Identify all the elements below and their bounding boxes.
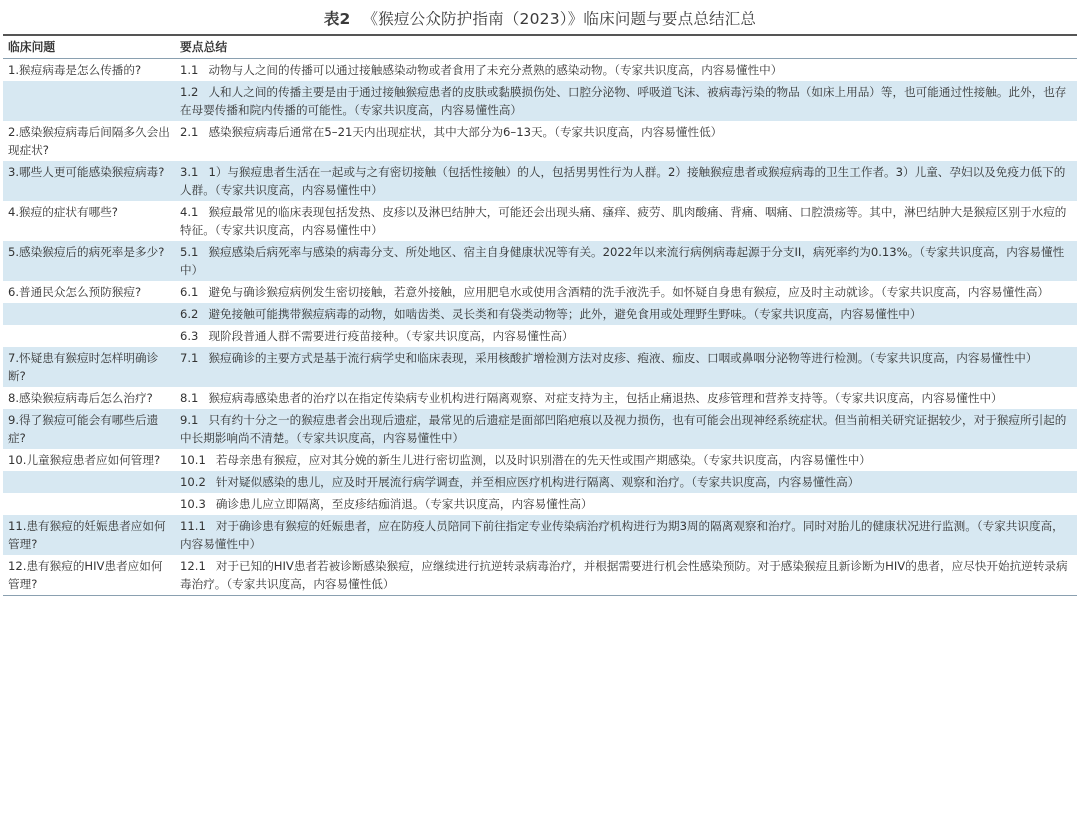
clinical-question-cell — [3, 81, 175, 121]
clinical-question-cell: 6.普通民众怎么预防猴痘? — [3, 281, 175, 303]
key-point-cell — [175, 241, 1077, 281]
key-point-number: 7.1 — [180, 351, 199, 365]
clinical-question-cell: 1.猴痘病毒是怎么传播的? — [3, 59, 175, 82]
key-point-cell — [175, 303, 1077, 325]
key-point-text: 对于已知的HIV患者若被诊断感染猴痘，应继续进行抗逆转录病毒治疗，并根据需要进行机会性感染预防。对于感染猴痘且新诊断为HIV的患者，应尽快开始抗逆转录病毒治疗。（专家共识度高，内容易懂性低） — [180, 559, 1068, 591]
key-point-cell — [175, 161, 1077, 201]
header-clinical-question: 临床问题 — [3, 35, 175, 59]
key-point-cell — [175, 59, 1077, 82]
key-point-text: 若母亲患有猴痘，应对其分娩的新生儿进行密切监测，以及时识别潜在的先天性或围产期感染。（专家共识度高，内容易懂性中） — [215, 453, 871, 467]
table-header-row — [3, 35, 1077, 59]
table-row — [3, 81, 1077, 121]
table-row — [3, 555, 1077, 596]
key-point-cell — [175, 325, 1077, 347]
table-title — [3, 6, 1077, 34]
clinical-question-cell — [3, 471, 175, 493]
key-point-number: 1.1 — [180, 63, 199, 77]
key-point-cell — [175, 387, 1077, 409]
key-point-number: 8.1 — [180, 391, 199, 405]
key-point-text: 1）与猴痘患者生活在一起或与之有密切接触（包括性接触）的人，包括男男性行为人群。2）接触猴痘患者或猴痘病毒的卫生工作者。3）儿童、孕妇以及免疫力低下的人群。（专家共识度高，内容易懂性中） — [180, 165, 1066, 197]
key-point-cell — [175, 81, 1077, 121]
summary-table — [3, 34, 1077, 596]
table-caption: 《猴痘公众防护指南（2023）》临床问题与要点总结汇总 — [362, 10, 757, 28]
table-row — [3, 409, 1077, 449]
table-row — [3, 59, 1077, 82]
table-row — [3, 303, 1077, 325]
clinical-question-cell — [3, 493, 175, 515]
key-point-cell — [175, 471, 1077, 493]
key-point-number: 2.1 — [180, 125, 199, 139]
table-row — [3, 387, 1077, 409]
key-point-number: 9.1 — [180, 413, 199, 427]
table-row — [3, 449, 1077, 471]
key-point-number: 6.3 — [180, 329, 199, 343]
key-point-text: 猴痘感染后病死率与感染的病毒分支、所处地区、宿主自身健康状况等有关。2022年以来流行病例病毒起源于分支II，病死率约为0.13%。（专家共识度高，内容易懂性中） — [180, 245, 1065, 277]
key-point-number: 11.1 — [180, 519, 206, 533]
key-point-text: 人和人之间的传播主要是由于通过接触猴痘患者的皮肤或黏膜损伤处、口腔分泌物、呼吸道飞沫、被病毒污染的物品（如床上用品）等，也可能通过性接触。此外，也存在母婴传播和院内传播的可能性。（专家共识度高，内容易懂性高） — [180, 85, 1067, 117]
table-row — [3, 281, 1077, 303]
table-row — [3, 325, 1077, 347]
key-point-cell — [175, 121, 1077, 161]
table-row — [3, 161, 1077, 201]
key-point-number: 10.1 — [180, 453, 206, 467]
key-point-cell — [175, 555, 1077, 596]
key-point-cell — [175, 347, 1077, 387]
clinical-question-cell: 12.患有猴痘的HIV患者应如何管理? — [3, 555, 175, 596]
key-point-number: 6.2 — [180, 307, 199, 321]
key-point-number: 5.1 — [180, 245, 199, 259]
key-point-cell — [175, 449, 1077, 471]
clinical-question-cell: 3.哪些人更可能感染猴痘病毒? — [3, 161, 175, 201]
key-point-text: 感染猴痘病毒后通常在5–21天内出现症状，其中大部分为6–13天。（专家共识度高，内容易懂性低） — [208, 125, 723, 139]
key-point-text: 确诊患儿应立即隔离，至皮疹结痂消退。（专家共识度高，内容易懂性高） — [215, 497, 593, 511]
clinical-question-cell: 9.得了猴痘可能会有哪些后遗症? — [3, 409, 175, 449]
key-point-text: 猴痘确诊的主要方式是基于流行病学史和临床表现，采用核酸扩增检测方法对皮疹、疱液、痂皮、口咽或鼻咽分泌物等进行检测。（专家共识度高，内容易懂性中） — [208, 351, 1038, 365]
key-point-number: 4.1 — [180, 205, 199, 219]
key-point-text: 避免接触可能携带猴痘病毒的动物，如啮齿类、灵长类和有袋类动物等；此外，避免食用或处理野生野味。（专家共识度高，内容易懂性中） — [208, 307, 922, 321]
clinical-question-cell: 8.感染猴痘病毒后怎么治疗? — [3, 387, 175, 409]
key-point-cell — [175, 409, 1077, 449]
clinical-question-cell: 2.感染猴痘病毒后间隔多久会出现症状? — [3, 121, 175, 161]
table-row — [3, 515, 1077, 555]
key-point-cell — [175, 515, 1077, 555]
key-point-text: 对于确诊患有猴痘的妊娠患者，应在防疫人员陪同下前往指定专业传染病治疗机构进行为期3周的隔离观察和治疗。同时对胎儿的健康状况进行监测。（专家共识度高，内容易懂性中） — [180, 519, 1064, 551]
clinical-question-cell: 7.怀疑患有猴痘时怎样明确诊断? — [3, 347, 175, 387]
clinical-question-cell — [3, 303, 175, 325]
key-point-text: 只有约十分之一的猴痘患者会出现后遗症，最常见的后遗症是面部凹陷疤痕以及视力损伤，也有可能会出现神经系统症状。但当前相关研究证据较少，对于猴痘所引起的中长期影响尚不清楚。（专家共识度高，内容易懂性中） — [180, 413, 1067, 445]
table-row — [3, 121, 1077, 161]
key-point-number: 6.1 — [180, 285, 199, 299]
key-point-number: 3.1 — [180, 165, 199, 179]
key-point-text: 猴痘病毒感染患者的治疗以在指定传染病专业机构进行隔离观察、对症支持为主，包括止痛退热、皮疹管理和营养支持等。（专家共识度高，内容易懂性中） — [208, 391, 1003, 405]
key-point-text: 针对疑似感染的患儿，应及时开展流行病学调查，并至相应医疗机构进行隔离、观察和治疗。（专家共识度高，内容易懂性高） — [215, 475, 860, 489]
key-point-cell — [175, 281, 1077, 303]
clinical-question-cell: 10.儿童猴痘患者应如何管理? — [3, 449, 175, 471]
key-point-cell — [175, 493, 1077, 515]
table-number: 表2 — [323, 10, 351, 28]
table-row — [3, 201, 1077, 241]
key-point-number: 1.2 — [180, 85, 199, 99]
key-point-number: 10.2 — [180, 475, 206, 489]
key-point-text: 猴痘最常见的临床表现包括发热、皮疹以及淋巴结肿大，可能还会出现头痛、瘙痒、疲劳、肌肉酸痛、背痛、咽痛、口腔溃疡等。其中，淋巴结肿大是猴痘区别于水痘的特征。（专家共识度高，内容易懂性中） — [180, 205, 1067, 237]
table-row — [3, 347, 1077, 387]
clinical-question-cell: 5.感染猴痘后的病死率是多少? — [3, 241, 175, 281]
key-point-number: 12.1 — [180, 559, 206, 573]
key-point-text: 现阶段普通人群不需要进行疫苗接种。（专家共识度高，内容易懂性高） — [208, 329, 574, 343]
clinical-question-cell: 4.猴痘的症状有哪些? — [3, 201, 175, 241]
key-point-cell — [175, 201, 1077, 241]
key-point-text: 避免与确诊猴痘病例发生密切接触，若意外接触，应用肥皂水或使用含酒精的洗手液洗手。如怀疑自身患有猴痘，应及时主动就诊。（专家共识度高，内容易懂性高） — [208, 285, 1050, 299]
key-point-number: 10.3 — [180, 497, 206, 511]
clinical-question-cell — [3, 325, 175, 347]
header-key-points: 要点总结 — [175, 35, 1077, 59]
table-row — [3, 241, 1077, 281]
table-row — [3, 493, 1077, 515]
key-point-text: 动物与人之间的传播可以通过接触感染动物或者食用了未充分煮熟的感染动物。（专家共识度高，内容易懂性中） — [208, 63, 783, 77]
table-body — [3, 59, 1077, 596]
clinical-question-cell: 11.患有猴痘的妊娠患者应如何管理? — [3, 515, 175, 555]
table-row — [3, 471, 1077, 493]
